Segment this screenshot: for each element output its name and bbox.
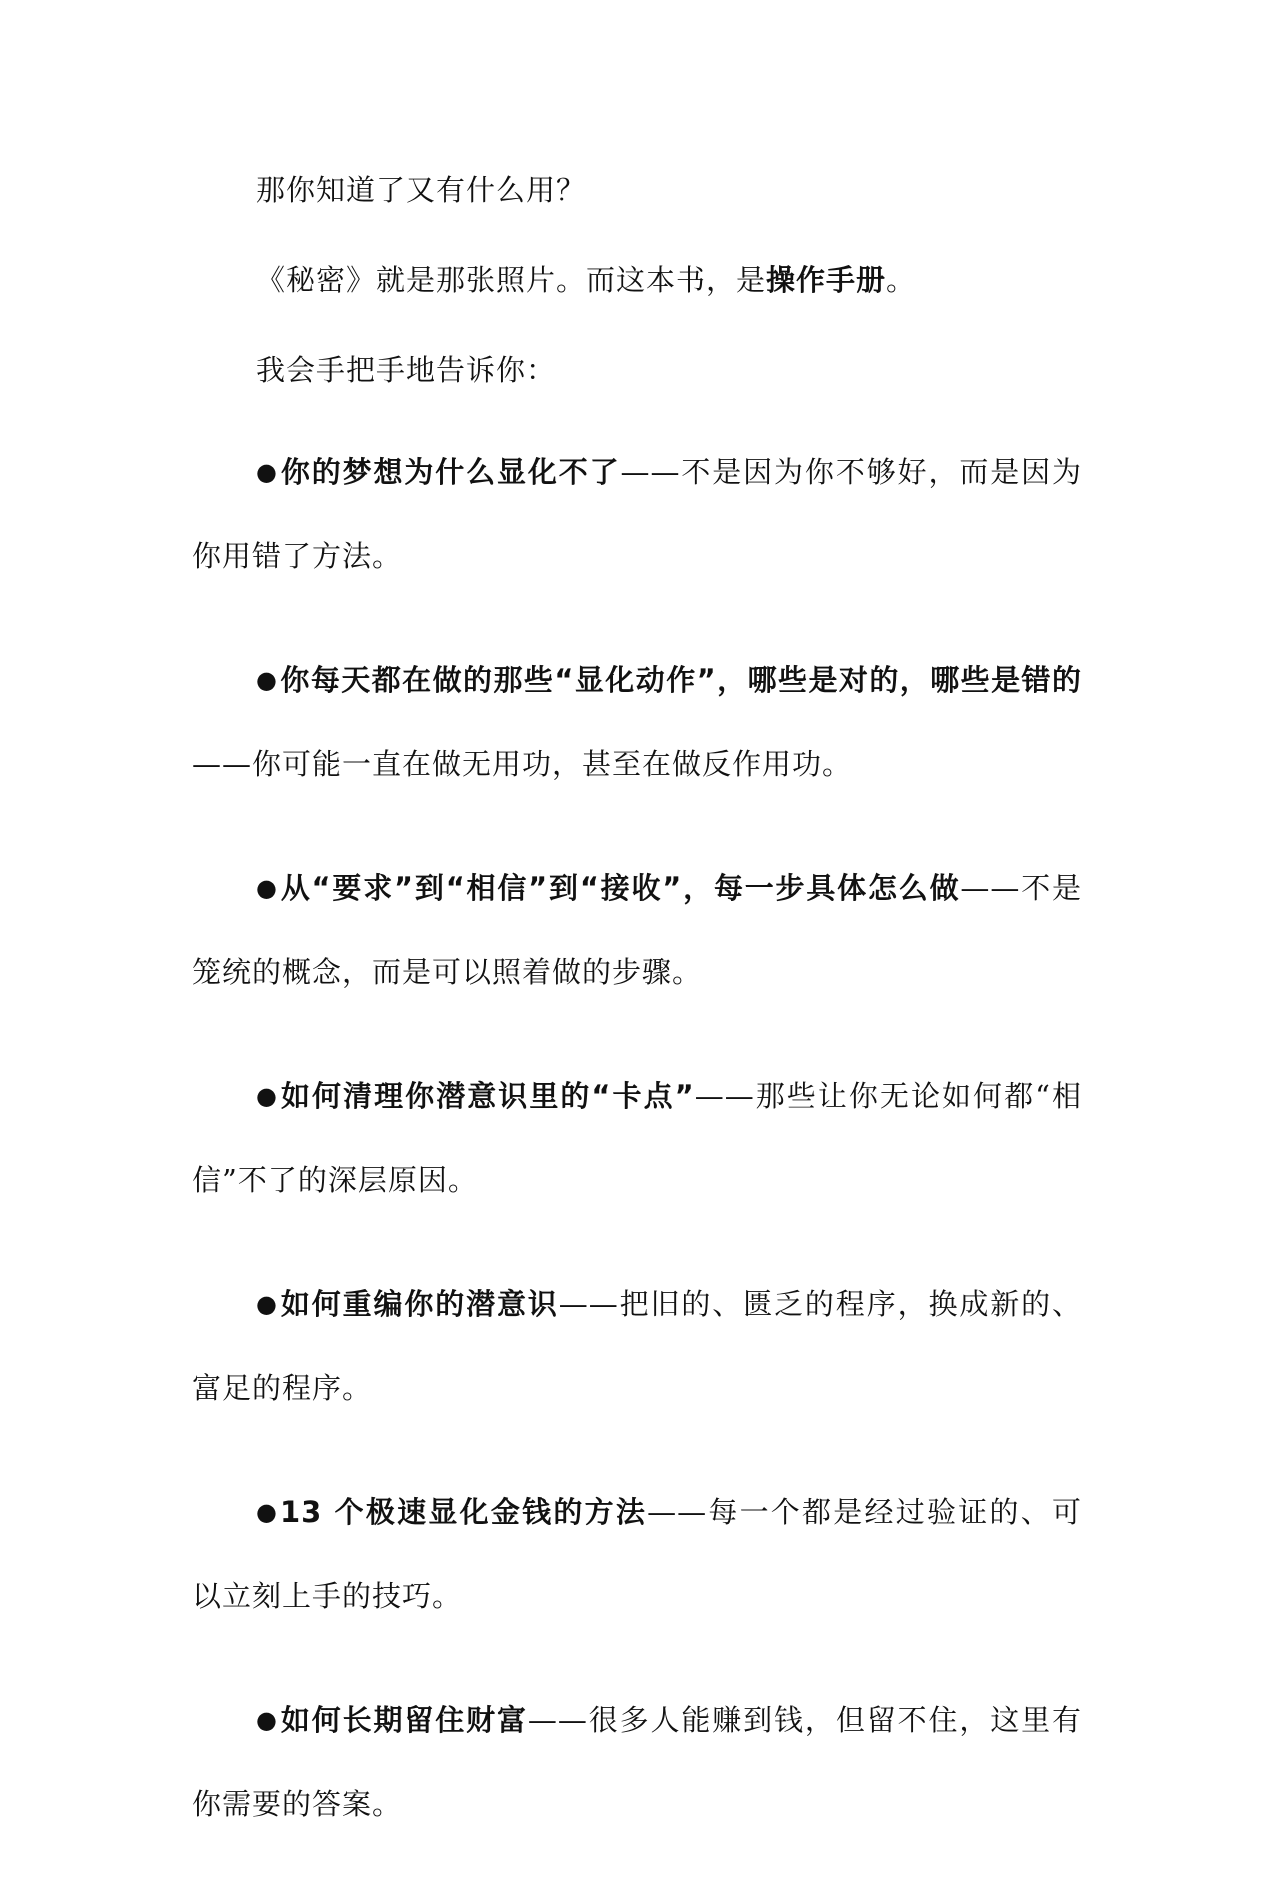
intro-statement-before: 《秘密》就是那张照片。而这本书，是 <box>256 263 767 297</box>
bullet-item-bold: 如何重编你的潜意识 <box>279 1287 559 1321</box>
bullet-item-bold: 如何长期留住财富 <box>279 1703 528 1737</box>
bullet-item-1 <box>192 430 1082 598</box>
intro-lead-text: 我会手把手地告诉你： <box>256 353 557 387</box>
bullet-item-text: ——很多人能赚到钱，但留不住，这里有你需要的答案。 <box>192 1703 1082 1821</box>
bullet-item-7 <box>192 1678 1082 1846</box>
bullet-dot-icon: ● <box>256 666 278 694</box>
bullet-dot-icon: ● <box>256 874 278 902</box>
bullet-item-bold: 从“要求”到“相信”到“接收”，每一步具体怎么做 <box>279 871 961 905</box>
intro-question-text: 那你知道了又有什么用？ <box>256 173 587 207</box>
bullet-item-text: ——那些让你无论如何都“相信”不了的深层原因。 <box>192 1079 1082 1197</box>
bullet-item-text: ——把旧的、匮乏的程序，换成新的、富足的程序。 <box>192 1287 1082 1405</box>
bullet-dot-icon: ● <box>256 1290 278 1318</box>
bullet-item-2 <box>192 638 1082 806</box>
bullet-dot-icon: ● <box>256 1498 278 1526</box>
bullet-item-bold: 如何清理你潜意识里的“卡点” <box>279 1079 695 1113</box>
intro-statement-bold: 操作手册 <box>766 263 887 297</box>
bullet-item-text: ——不是笼统的概念，而是可以照着做的步骤。 <box>192 871 1082 989</box>
bullet-item-4 <box>192 1054 1082 1222</box>
bullet-item-bold: 你每天都在做的那些“显化动作”，哪些是对的，哪些是错的 <box>279 663 1082 697</box>
intro-statement <box>192 250 1082 310</box>
bullet-item-text: ——每一个都是经过验证的、可以立刻上手的技巧。 <box>192 1495 1082 1613</box>
document-body <box>192 160 1082 1886</box>
intro-question <box>192 160 1082 220</box>
bullet-item-5 <box>192 1262 1082 1430</box>
bullet-item-text: ——不是因为你不够好，而是因为你用错了方法。 <box>192 455 1082 573</box>
bullet-item-3 <box>192 846 1082 1014</box>
bullet-item-bold: 13 个极速显化金钱的方法 <box>279 1495 648 1529</box>
intro-statement-after: 。 <box>886 263 917 297</box>
bullet-item-bold: 你的梦想为什么显化不了 <box>279 455 621 489</box>
bullet-item-6 <box>192 1470 1082 1638</box>
bullet-dot-icon: ● <box>256 1082 278 1110</box>
bullet-dot-icon: ● <box>256 1706 278 1734</box>
intro-lead <box>192 340 1082 400</box>
bullet-item-text: ——你可能一直在做无用功，甚至在做反作用功。 <box>192 747 853 781</box>
bullet-dot-icon: ● <box>256 458 278 486</box>
